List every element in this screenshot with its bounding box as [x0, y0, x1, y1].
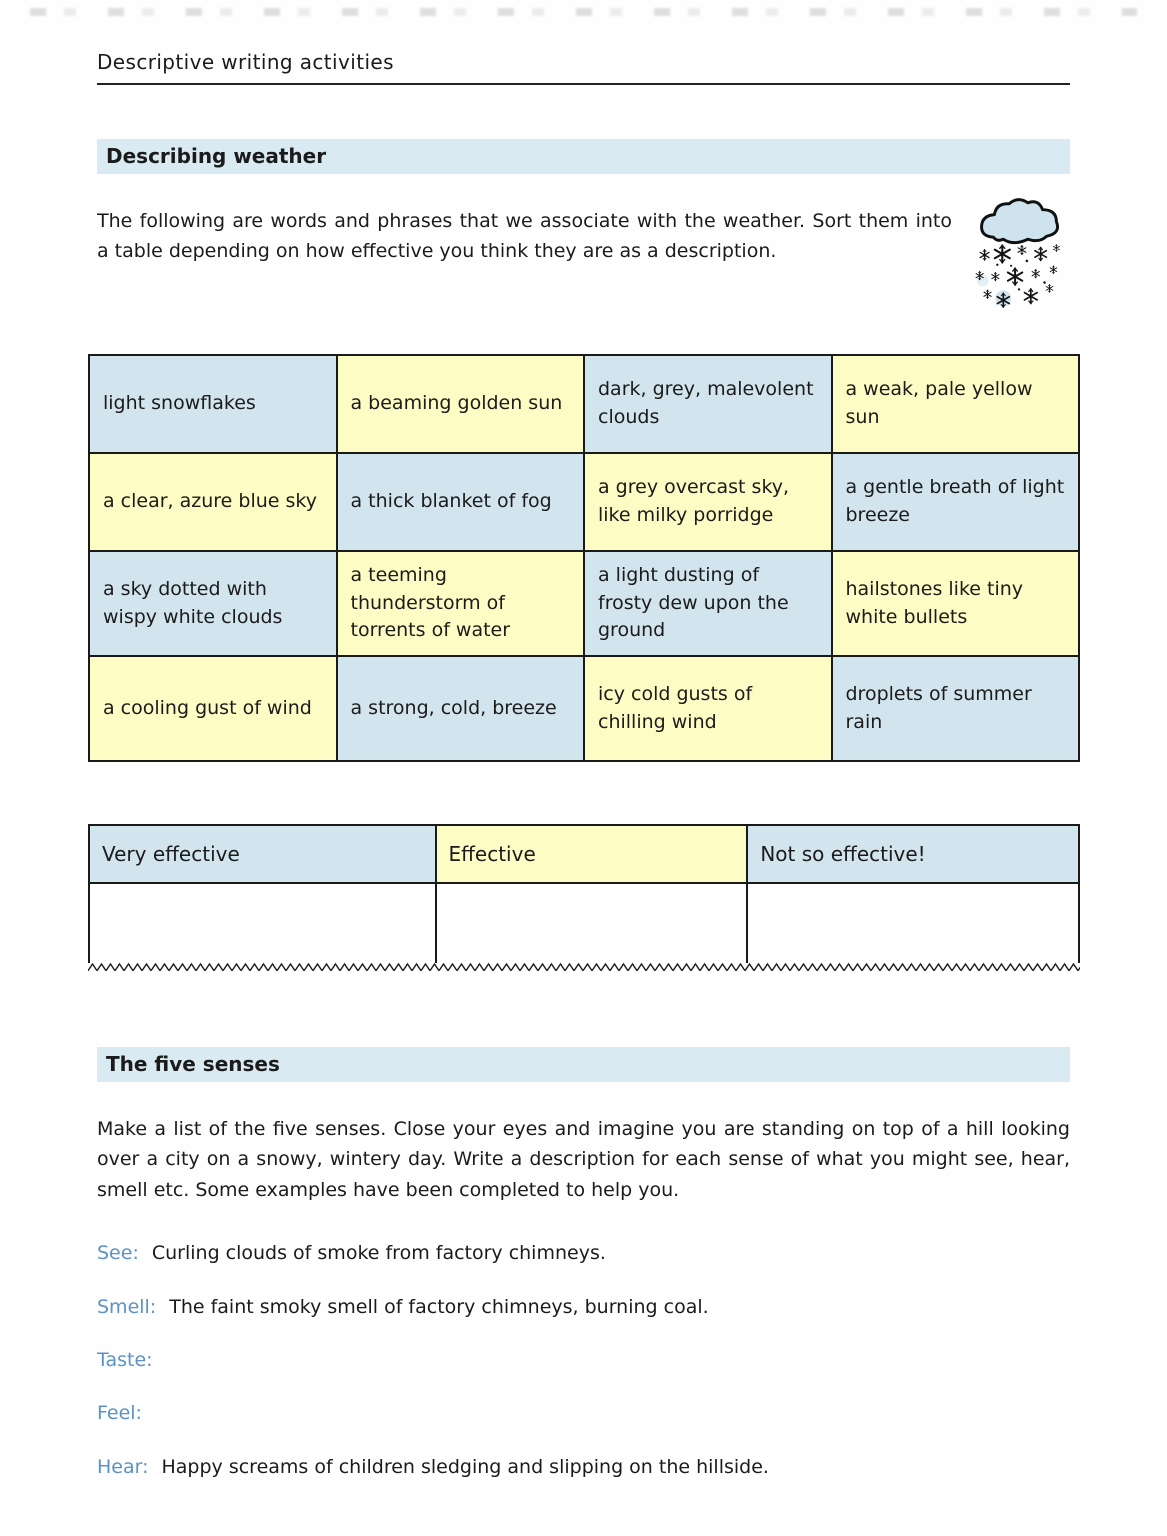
sense-label-hear: Hear:	[97, 1455, 149, 1478]
scan-noise-artifact	[30, 8, 1137, 16]
answer-cell-very-effective	[89, 883, 436, 963]
phrase-cell: a weak, pale yellow sun	[832, 355, 1080, 453]
phrase-cell: icy cold gusts of chilling wind	[584, 656, 832, 761]
phrase-cell: a strong, cold, breeze	[337, 656, 585, 761]
sense-entry-taste	[97, 1346, 1070, 1375]
phrase-row	[89, 656, 1079, 761]
section-heading-five-senses: The five senses	[97, 1047, 1070, 1082]
phrase-cell: a beaming golden sun	[337, 355, 585, 453]
answer-cell-effective	[436, 883, 748, 963]
sort-answer-row	[89, 883, 1079, 963]
sense-text-hear: Happy screams of children sledging and slipping on the hillside.	[161, 1455, 769, 1478]
title-divider	[97, 83, 1070, 85]
section-heading-describing-weather: Describing weather	[97, 139, 1070, 174]
sense-label-taste: Taste:	[97, 1349, 153, 1372]
phrase-row	[89, 355, 1079, 453]
sense-entry-smell	[97, 1293, 1070, 1322]
sense-label-see: See:	[97, 1242, 139, 1265]
sense-entry-hear	[97, 1453, 1070, 1482]
sense-text-see: Curling clouds of smoke from factory chimneys.	[151, 1242, 606, 1265]
phrase-cell: a clear, azure blue sky	[89, 453, 337, 551]
phrase-cell: a light dusting of frosty dew upon the ground	[584, 551, 832, 656]
weather-intro-block	[97, 206, 1070, 316]
answer-cell-not-so-effective	[747, 883, 1079, 963]
snow-cloud-clipart	[968, 192, 1070, 312]
describing-weather-section	[97, 139, 1070, 973]
phrase-cell: a thick blanket of fog	[337, 453, 585, 551]
phrase-cell: a cooling gust of wind	[89, 656, 337, 761]
phrase-cell: a sky dotted with wispy white clouds	[89, 551, 337, 656]
phrase-cell: droplets of summer rain	[832, 656, 1080, 761]
weather-phrases-table	[88, 354, 1080, 762]
phrase-row	[89, 551, 1079, 656]
effectiveness-sort-table	[88, 824, 1080, 963]
page-header	[97, 50, 1070, 85]
five-senses-section	[97, 1047, 1070, 1482]
sense-entry-feel	[97, 1399, 1070, 1428]
sense-label-smell: Smell:	[97, 1295, 157, 1318]
sense-label-feel: Feel:	[97, 1402, 142, 1425]
phrase-cell: dark, grey, malevolent clouds	[584, 355, 832, 453]
phrase-cell: light snowflakes	[89, 355, 337, 453]
sense-entry-list	[97, 1239, 1070, 1482]
sort-header-very-effective: Very effective	[89, 825, 436, 883]
phrase-row	[89, 453, 1079, 551]
phrase-cell: hailstones like tiny white bullets	[832, 551, 1080, 656]
snow-cloud-icon	[968, 192, 1070, 312]
page-title: Descriptive writing activities	[97, 50, 394, 74]
torn-edge-zigzag	[88, 962, 1080, 973]
weather-intro-paragraph: The following are words and phrases that we associate with the weather. Sort them into a table depending on how effective you think they are as a description.	[97, 210, 952, 263]
phrase-cell: a gentle breath of light breeze	[832, 453, 1080, 551]
sense-text-smell: The faint smoky smell of factory chimneys, burning coal.	[169, 1295, 709, 1318]
phrase-cell: a teeming thunderstorm of torrents of water	[337, 551, 585, 656]
sort-header-effective: Effective	[436, 825, 748, 883]
sort-header-not-so-effective: Not so effective!	[747, 825, 1079, 883]
sort-header-row	[89, 825, 1079, 883]
sense-entry-see	[97, 1239, 1070, 1268]
senses-intro-paragraph: Make a list of the five senses. Close your eyes and imagine you are standing on top of a hill looking over a city on a snowy, wintery day. Write a description for each sense of what you might see, hear, smell etc. Some examples have been completed to help you.	[97, 1118, 1070, 1201]
phrase-cell: a grey overcast sky, like milky porridge	[584, 453, 832, 551]
